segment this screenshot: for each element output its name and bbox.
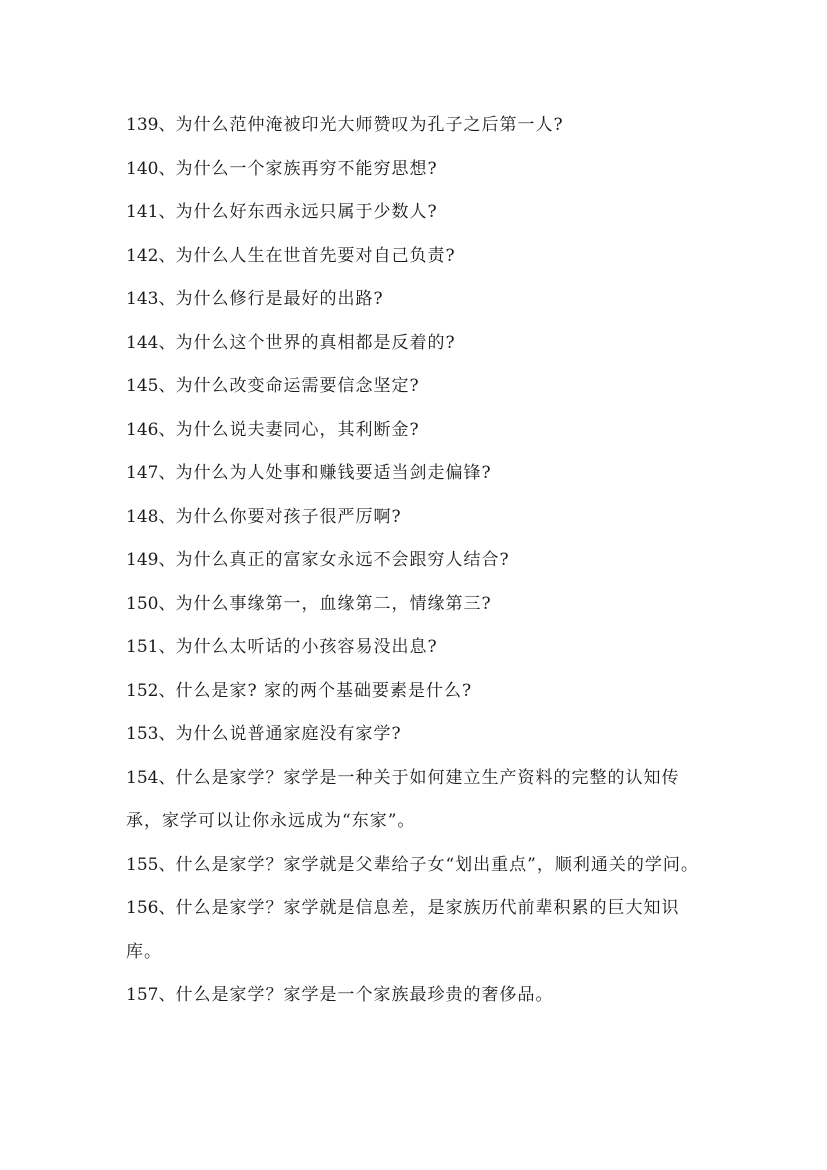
list-item — [126, 583, 706, 627]
item-number: 142、 — [126, 245, 176, 266]
item-text: 为什么修行是最好的出路? — [175, 289, 384, 309]
list-item — [126, 670, 706, 714]
list-item — [126, 757, 706, 844]
list-item — [126, 235, 706, 279]
item-text: 为什么为人处事和赚钱要适当剑走偏锋? — [175, 463, 492, 483]
item-number: 145、 — [126, 376, 176, 396]
list-item — [126, 278, 706, 322]
item-text: 为什么事缘第一，血缘第二，情缘第三? — [175, 593, 492, 614]
list-item — [126, 148, 706, 192]
item-number: 141、 — [126, 202, 176, 222]
list-item — [126, 322, 706, 366]
item-text: 为什么好东西永远只属于少数人? — [175, 202, 438, 222]
item-number: 146、 — [126, 419, 176, 440]
item-text: 为什么一个家族再穷不能穷思想? — [175, 158, 438, 179]
item-text: 为什么改变命运需要信念坚定? — [175, 376, 420, 396]
item-text: 为什么你要对孩子很严厉啊? — [175, 506, 402, 527]
item-number: 148、 — [126, 506, 176, 527]
item-number: 152、 — [126, 680, 176, 701]
item-text: 为什么范仲淹被印光大师赞叹为孔子之后第一人? — [175, 115, 564, 135]
item-number: 153、 — [126, 724, 176, 744]
list-item — [126, 844, 706, 888]
item-number: 147、 — [126, 463, 176, 483]
list-item — [126, 452, 706, 496]
item-number: 155、 — [126, 854, 176, 875]
item-number: 150、 — [126, 593, 176, 614]
list-item — [126, 713, 706, 757]
item-text: 什么是家学？家学就是父辈给子女“划出重点”，顺利通关的学问。 — [175, 854, 699, 875]
item-text: 什么是家? 家的两个基础要素是什么? — [175, 680, 473, 701]
list-item — [126, 496, 706, 540]
list-item — [126, 191, 706, 235]
item-number: 157、 — [126, 985, 176, 1005]
item-text: 什么是家学？家学是一个家族最珍贵的奢侈品。 — [175, 985, 554, 1005]
item-text: 为什么真正的富家女永远不会跟穷人结合? — [175, 550, 510, 570]
item-number: 156、 — [126, 898, 176, 918]
item-number: 149、 — [126, 550, 176, 570]
list-item — [126, 409, 706, 453]
item-number: 151、 — [126, 637, 176, 657]
item-number: 139、 — [126, 115, 176, 135]
item-text: 为什么人生在世首先要对自己负责? — [175, 245, 456, 266]
list-item — [126, 626, 706, 670]
item-text: 为什么太听话的小孩容易没出息? — [175, 637, 438, 657]
item-text: 为什么这个世界的真相都是反着的? — [175, 332, 456, 353]
item-text: 什么是家学？家学就是信息差，是家族历代前辈积累的巨大知识库。 — [126, 898, 680, 962]
item-text: 什么是家学？家学是一种关于如何建立生产资料的完整的认知传承，家学可以让你永远成为“东家”。 — [126, 767, 680, 831]
item-text: 为什么说普通家庭没有家学? — [175, 724, 402, 744]
item-number: 144、 — [126, 332, 176, 353]
list-item — [126, 365, 706, 409]
item-number: 154、 — [126, 767, 176, 788]
item-number: 143、 — [126, 289, 176, 309]
list-item — [126, 104, 706, 148]
item-number: 140、 — [126, 158, 176, 179]
item-text: 为什么说夫妻同心，其利断金? — [175, 419, 420, 440]
list-item — [126, 974, 706, 1018]
list-item — [126, 887, 706, 974]
question-list — [126, 104, 706, 1018]
list-item — [126, 539, 706, 583]
